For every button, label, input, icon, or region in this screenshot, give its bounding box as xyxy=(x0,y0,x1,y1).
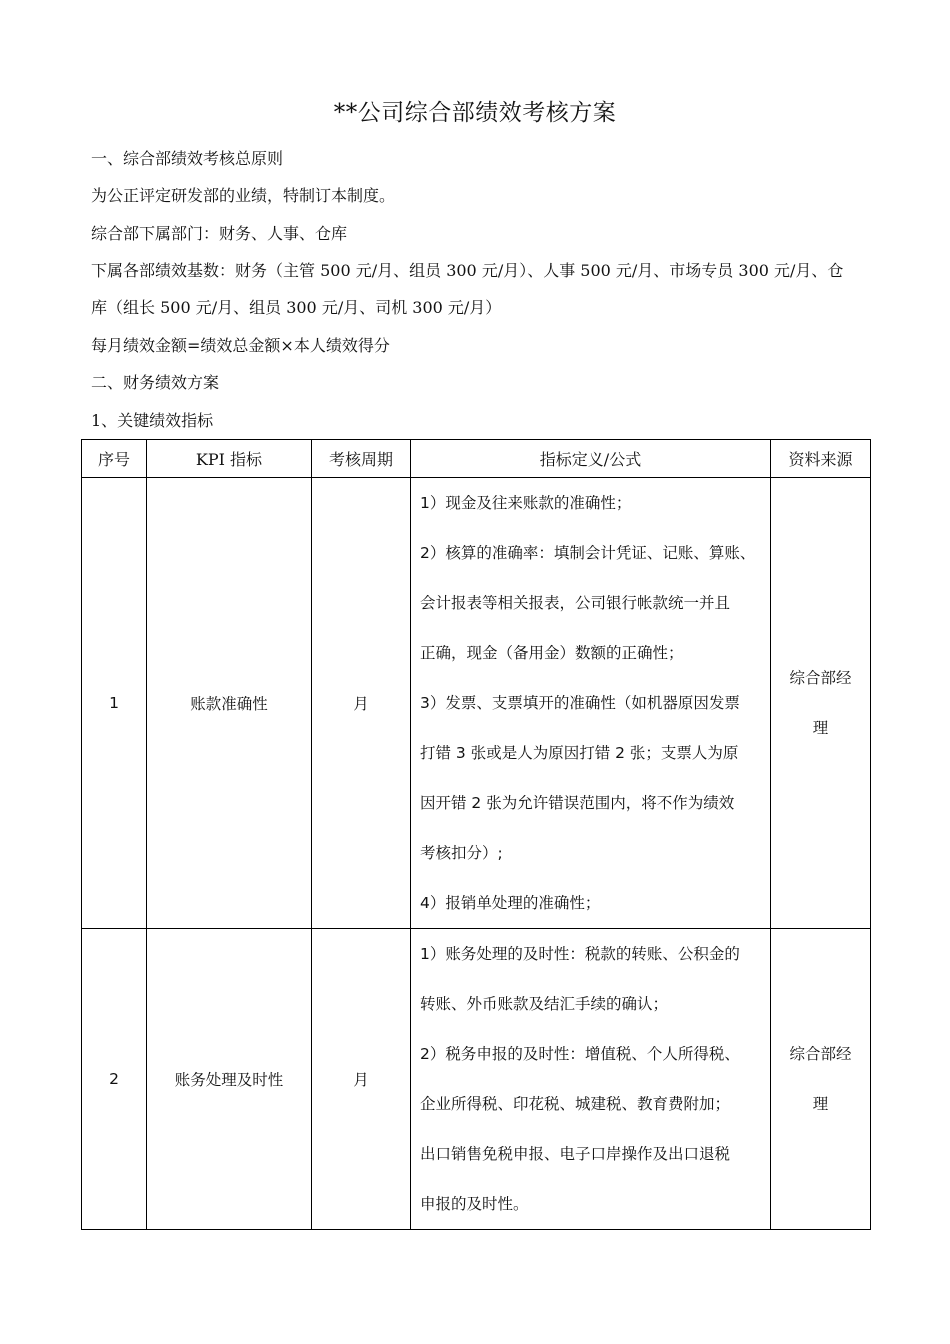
cell-kpi: 账款准确性 xyxy=(147,478,312,929)
cell-source xyxy=(771,478,871,929)
cell-no: 1 xyxy=(82,478,147,929)
source-line: 综合部经 xyxy=(789,1045,852,1063)
kpi-table xyxy=(81,439,871,1230)
definition-line: 3）发票、支票填开的准确性（如机器原因发票 xyxy=(420,694,740,712)
header-no: 序号 xyxy=(82,440,147,478)
definition-line: 4）报销单处理的准确性； xyxy=(420,894,601,912)
definition-line: 会计报表等相关报表，公司银行帐款统一并且 xyxy=(420,594,731,612)
definition-line: 出口销售免税申报、电子口岸操作及出口退税 xyxy=(420,1145,731,1163)
definition-line: 转账、外币账款及结汇手续的确认； xyxy=(420,995,669,1013)
cell-kpi: 账务处理及时性 xyxy=(147,929,312,1230)
definition-line: 因开错 2 张为允许错误范围内，将不作为绩效 xyxy=(420,794,735,812)
paragraph-departments: 综合部下属部门：财务、人事、仓库 xyxy=(91,224,348,243)
definition-line: 正确，现金（备用金）数额的正确性； xyxy=(420,644,684,662)
cell-source xyxy=(771,929,871,1230)
definition-line: 申报的及时性。 xyxy=(420,1195,529,1213)
table-header-row xyxy=(82,440,871,478)
paragraph-base-amounts: 下属各部绩效基数：财务（主管 500 元/月、组员 300 元/月）、人事 500 元/月、市场专员 300 元/月、仓 xyxy=(91,261,844,280)
definition-line: 考核扣分）; xyxy=(420,844,503,862)
cell-definition xyxy=(411,478,771,929)
definition-line: 1）现金及往来账款的准确性； xyxy=(420,494,632,512)
definition-line: 2）核算的准确率：填制会计凭证、记账、算账、 xyxy=(420,544,756,562)
source-line: 理 xyxy=(812,719,829,737)
definition-line: 2）税务申报的及时性：增值税、个人所得税、 xyxy=(420,1045,740,1063)
document-title: **公司综合部绩效考核方案 xyxy=(333,100,617,126)
header-kpi: KPI 指标 xyxy=(147,440,312,478)
cell-period: 月 xyxy=(312,929,411,1230)
table-row xyxy=(82,929,871,1230)
header-definition: 指标定义/公式 xyxy=(411,440,771,478)
definition-line: 企业所得税、印花税、城建税、教育费附加； xyxy=(420,1095,731,1113)
header-period: 考核周期 xyxy=(312,440,411,478)
subsection-heading-kpi: 1、关键绩效指标 xyxy=(91,411,214,430)
header-source: 资料来源 xyxy=(771,440,871,478)
definition-line: 1）账务处理的及时性：税款的转账、公积金的 xyxy=(420,945,740,963)
table-row xyxy=(82,478,871,929)
paragraph-base-amounts-cont: 库（组长 500 元/月、组员 300 元/月、司机 300 元/月） xyxy=(91,298,502,317)
paragraph-purpose: 为公正评定研发部的业绩，特制订本制度。 xyxy=(91,186,396,205)
cell-no: 2 xyxy=(82,929,147,1230)
cell-definition xyxy=(411,929,771,1230)
cell-period: 月 xyxy=(312,478,411,929)
source-line: 综合部经 xyxy=(789,669,852,687)
source-line: 理 xyxy=(812,1095,829,1113)
paragraph-formula: 每月绩效金额=绩效总金额×本人绩效得分 xyxy=(91,336,390,355)
definition-line: 打错 3 张或是人为原因打错 2 张；支票人为原 xyxy=(420,744,739,762)
section-heading-finance: 二、财务绩效方案 xyxy=(91,373,220,392)
section-heading-principles: 一、综合部绩效考核总原则 xyxy=(91,149,284,168)
